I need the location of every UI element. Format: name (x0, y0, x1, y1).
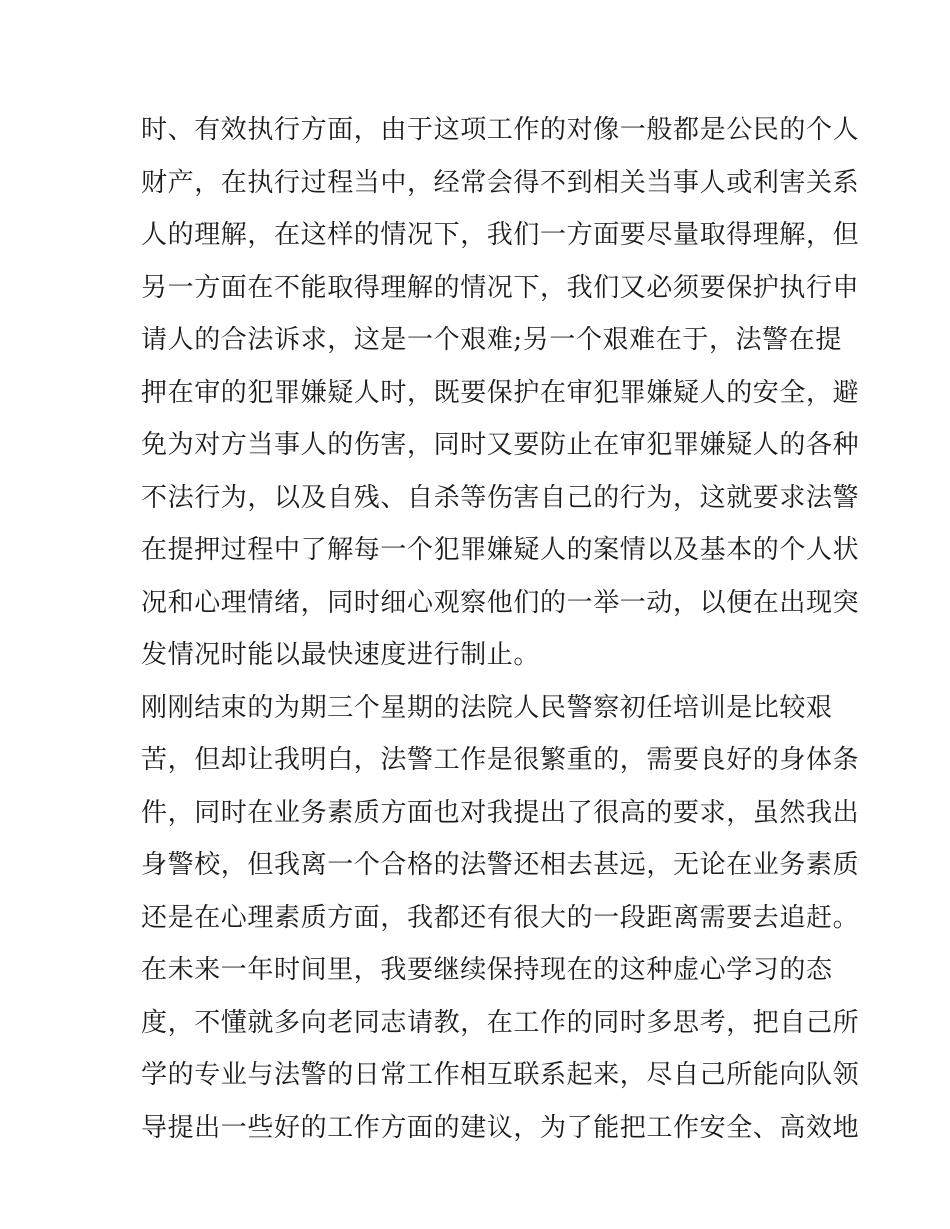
text-line: 身警校，但我离一个合格的法警还相去甚远，无论在业务素质 (141, 850, 860, 880)
text-line: 请人的合法诉求，这是一个艰难;另一个艰难在于，法警在提 (141, 325, 842, 355)
text-line: 度，不懂就多向老同志请教，在工作的同时多思考，把自己所 (141, 1007, 860, 1038)
text-line: 学的专业与法警的日常工作相互联系起来，尽自己所能向队领 (141, 1060, 860, 1090)
text-line: 押在审的犯罪嫌疑人时，既要保护在审犯罪嫌疑人的安全，避 (141, 377, 860, 408)
text-line: 不法行为，以及自残、自杀等伤害自己的行为，这就要求法警 (141, 482, 860, 513)
text-line: 财产，在执行过程当中，经常会得不到相关当事人或利害关系 (141, 167, 860, 198)
text-line: 导提出一些好的工作方面的建议，为了能把工作安全、高效地 (141, 1112, 860, 1143)
text-line: 另一方面在不能取得理解的情况下，我们又必须要保护执行申 (141, 272, 860, 303)
text-line: 在提押过程中了解每一个犯罪嫌疑人的案情以及基本的个人状 (141, 535, 860, 565)
text-line: 苦，但却让我明白，法警工作是很繁重的，需要良好的身体条 (141, 745, 860, 775)
body-text (141, 104, 860, 1154)
text-line: 刚刚结束的为期三个星期的法院人民警察初任培训是比较艰 (141, 692, 833, 723)
text-line: 件，同时在业务素质方面也对我提出了很高的要求，虽然我出 (141, 797, 860, 828)
text-line: 人的理解，在这样的情况下，我们一方面要尽量取得理解，但 (141, 220, 860, 250)
text-line: 在未来一年时间里，我要继续保持现在的这种虚心学习的态 (141, 955, 833, 985)
text-line: 时、有效执行方面，由于这项工作的对像一般都是公民的个人 (141, 115, 860, 145)
text-line: 免为对方当事人的伤害，同时又要防止在审犯罪嫌疑人的各种 (141, 430, 860, 460)
text-line: 还是在心理素质方面，我都还有很大的一段距离需要去追赶。 (141, 902, 860, 933)
text-line: 发情况时能以最快速度进行制止。 (141, 640, 541, 670)
text-line: 况和心理情绪，同时细心观察他们的一举一动，以便在出现突 (141, 587, 860, 618)
